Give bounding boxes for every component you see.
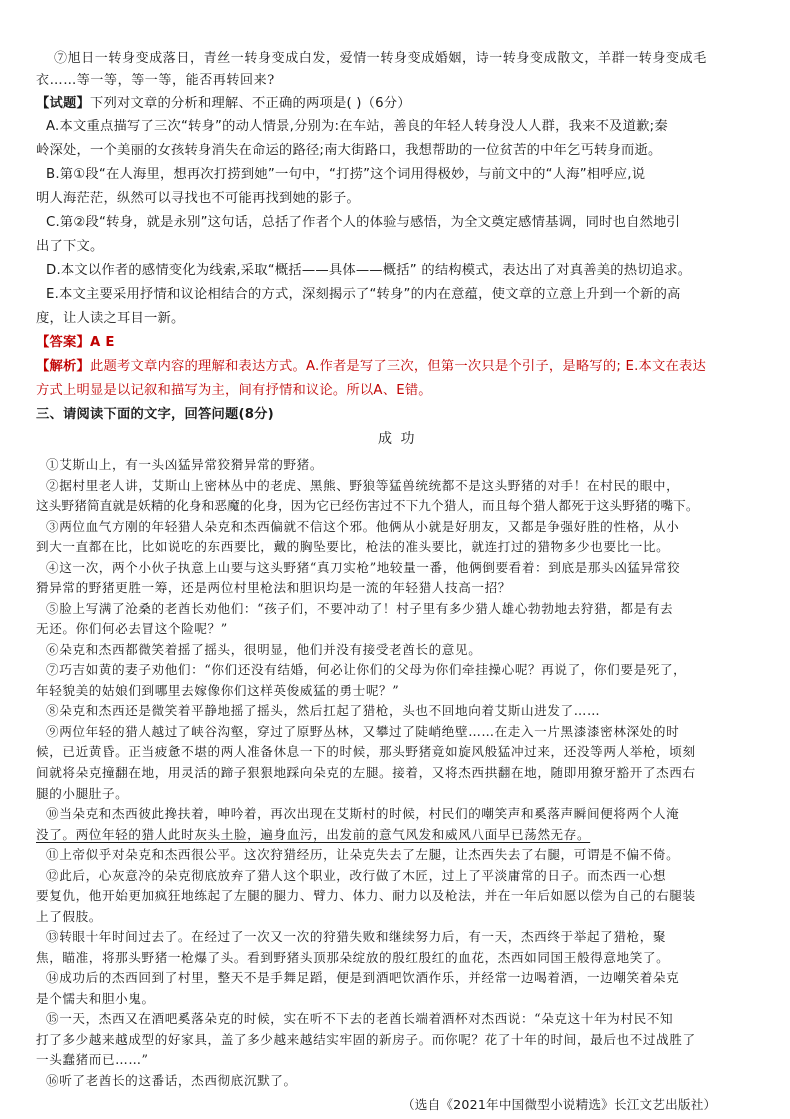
answer-tag: 【答案】 [36, 335, 90, 350]
story-line: 上了假肢。 [36, 909, 102, 924]
analysis-tag: 【解析】 [36, 359, 90, 374]
story-line: 猾异常的野猪更胜一筹，还是两位村里枪法和胆识均是一流的年轻猎人技高一招？ [36, 580, 511, 595]
story-line: 候，已近黄昏。正当疲惫不堪的两人准备休息一下的时候，那头野猪竟如旋风般猛冲过来，还没等两人举枪，顷刻 [36, 744, 696, 759]
para7-line2: 衣……等一等，等一等，能否再转回来? [36, 73, 275, 88]
section-heading: 三、请阅读下面的文字，回答问题(8分) [36, 407, 274, 422]
story-line: ⑪上帝似乎对朵克和杰西很公平。这次狩猎经历，让朵克失去了左腿，让杰西失去了右腿，可谓是不偏不倚。 [46, 847, 680, 862]
story-line: ⑮一天，杰西又在酒吧奚落朵克的时候，实在听不下去的老酋长端着酒杯对杰西说：“朵克这十年为村民不知 [46, 1011, 674, 1026]
story-line: ④这一次，两个小伙子执意上山要与这头野猪“真刀实枪”地较量一番，他俩倒要看着：到底是那头凶猛异常狡 [46, 560, 681, 575]
story-line: ⑥朵克和杰西都微笑着摇了摇头，很明显，他们并没有接受老酋长的意见。 [46, 642, 482, 657]
answer-line [36, 331, 115, 350]
story-line: 是个懦夫和胆小鬼。 [36, 991, 155, 1006]
story-line-underlined: 没了。两位年轻的猎人此时灰头土脸，遍身血污，出发前的意气风发和威风八面早已荡然无存。 [36, 827, 591, 842]
answer-value: A E [90, 335, 115, 350]
story-line: 焦，瞄准，将那头野猪一枪爆了头。看到野猪头顶那朵绽放的殷红殷红的血花，杰西如同国王般得意地笑了。 [36, 950, 670, 965]
analysis-line1 [36, 355, 706, 374]
option-a-line2: 岭深处，一个美丽的女孩转身消失在命运的路径;南大街路口，我想帮助的一位贫苦的中年乞丐转身而逝。 [36, 143, 662, 158]
story-line: ⑯听了老酋长的这番话，杰西彻底沉默了。 [46, 1073, 297, 1088]
story-line: ⑦巧吉如黄的妻子劝他们：“你们还没有结婚，何必让你们的父母为你们牵挂操心呢？再说了，你们要是死了， [46, 662, 687, 677]
question-tag: 【试题】 [36, 96, 90, 111]
para7-line1: ⑦旭日一转身变成落日，青丝一转身变成白发，爱情一转身变成婚姻，诗一转身变成散文，羊群一转身变成毛 [54, 51, 707, 66]
story-line: 年轻貌美的姑娘们到哪里去嫁像你们这样英俊威猛的勇士呢？” [36, 683, 400, 698]
option-a-line1: A.本文重点描写了三次“转身”的动人情景,分别为:在车站，善良的年轻人转身没人人群，我来不及道歉;秦 [46, 119, 668, 134]
story-line: 到大一直都在比，比如说吃的东西要比，戴的胸坠要比，枪法的准头要比，就连打过的猎物多少也要比一比。 [36, 539, 670, 554]
question-stem-line [36, 92, 411, 111]
story-line: ③两位血气方刚的年轻猎人朵克和杰西偏就不信这个邪。他俩从小就是好朋友，又都是争强好胜的性格，从小 [46, 519, 680, 534]
analysis-line2: 方式上明显是以记叙和描写为主，间有抒情和议论。所以A、E错。 [36, 383, 432, 398]
story-line: ⑫此后，心灰意冷的朵克彻底放弃了猎人这个职业，改行做了木匠，过上了平淡庸常的日子。而杰西一心想 [46, 868, 667, 883]
analysis-text-1: 此题考文章内容的理解和表达方式。A.作者是写了三次，但第一次只是个引子，是略写的; E.本文在表达 [90, 359, 706, 374]
option-c-line1: C.第②段“转身，就是永别”这句话，总括了作者个人的体验与感悟，为全文奠定感情基调，同时也自然地引 [46, 215, 681, 230]
question-stem: 下列对文章的分析和理解、不正确的两项是( )（6分） [90, 96, 411, 111]
option-d-line1: D.本文以作者的感情变化为线索,采取“概括——具体——概括” 的结构模式，表达出了对真善美的热切追求。 [46, 263, 692, 278]
story-line: ①艾斯山上，有一头凶猛异常狡猾异常的野猪。 [46, 457, 324, 472]
story-line: ⑬转眼十年时间过去了。在经过了一次又一次的狩猎失败和继续努力后，有一天，杰西终于举起了猎枪，聚 [46, 929, 667, 944]
story-line: ⑧朵克和杰西还是微笑着平静地摇了摇头，然后扛起了猎枪，头也不回地向着艾斯山进发了…… [46, 703, 601, 718]
story-line: 无还。你们何必去冒这个险呢？” [36, 621, 228, 636]
option-c-line2: 出了下文。 [36, 239, 104, 254]
source-line: （选自《2021年中国微型小说精选》长江文艺出版社） [402, 1097, 717, 1112]
story-line: 间就将朵克撞翻在地，用灵活的蹄子狠狠地踩向朵克的左腿。接着，又将杰西拱翻在地，随即用獠牙豁开了杰西右 [36, 765, 696, 780]
story-title: 成 功 [378, 431, 417, 447]
story-line: ②据村里老人讲，艾斯山上密林丛中的老虎、黑熊、野狼等猛兽统统都不是这头野猪的对手！在村民的眼中， [46, 478, 680, 493]
story-line: ⑩当朵克和杰西彼此搀扶着，呻吟着，再次出现在艾斯村的时候，村民们的嘲笑声和奚落声瞬间便将两个人淹 [46, 806, 680, 821]
story-line: 一头蠢猪而已……” [36, 1052, 149, 1067]
option-e-line2: 度，让人读之耳目一新。 [36, 311, 185, 326]
story-line: 打了多少越来越成型的好家具，盖了多少越来越结实牢固的新房子。而你呢？花了十年的时间，最后也不过战胜了 [36, 1032, 696, 1047]
story-line: ⑨两位年轻的猎人越过了峡谷沟壑，穿过了原野丛林，又攀过了陡峭绝壁……在走入一片黑漆漆密林深处的时 [46, 724, 680, 739]
story-line: ⑭成功后的杰西回到了村里，整天不是手舞足蹈，便是到酒吧饮酒作乐，并经常一边喝着酒，一边嘲笑着朵克 [46, 970, 680, 985]
story-line: 腿的小腿肚子。 [36, 786, 129, 801]
story-line: ⑤脸上写满了沧桑的老酋长劝他们：“孩子们，不要冲动了！村子里有多少猎人雄心勃勃地去狩猎，都是有去 [46, 601, 674, 616]
option-e-line1: E.本文主要采用抒情和议论相结合的方式，深刻揭示了“转身”的内在意蕴，使文章的立意上升到一个新的高 [46, 287, 681, 302]
option-b-line1: B.第①段“在人海里，想再次打捞到她”一句中，“打捞”这个词用得极妙，与前文中的“人海”相呼应,说 [46, 167, 646, 182]
story-line: 要复仇，他开始更加疯狂地练起了左腿的腿力、臂力、体力、耐力以及枪法，并在一年后如愿以偿为自己的右腿装 [36, 888, 696, 903]
option-b-line2: 明人海茫茫，纵然可以寻找也不可能再找到她的影子。 [36, 191, 360, 206]
story-line: 这头野猪简直就是妖精的化身和恶魔的化身，因为它已经伤害过不下九个猎人，而且每个猎人都死于这头野猪的嘴下。 [36, 498, 699, 513]
